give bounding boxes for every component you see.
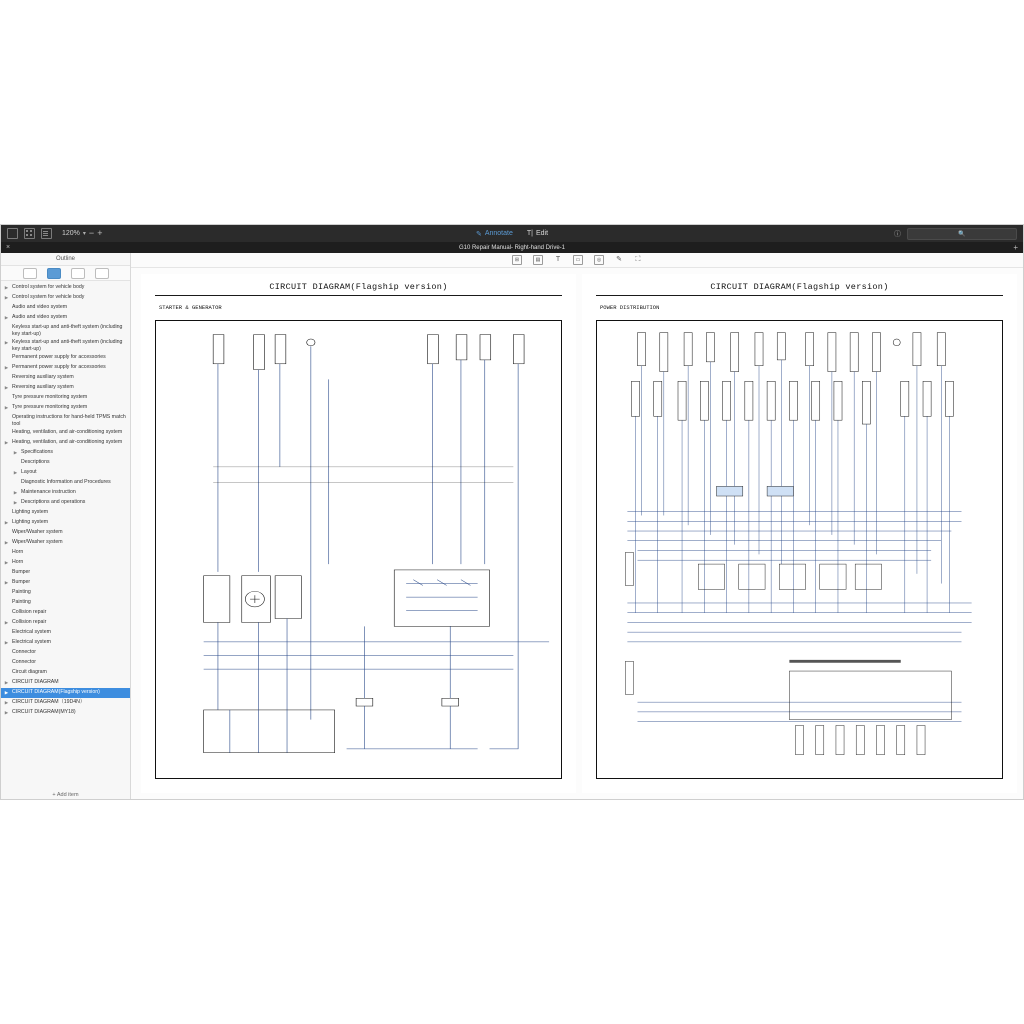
chevron-right-icon[interactable]: ▶ xyxy=(13,500,18,505)
chevron-right-icon[interactable]: ▶ xyxy=(4,365,9,370)
outline-item[interactable] xyxy=(1,458,130,468)
outline-tab[interactable] xyxy=(47,268,61,279)
outline-item[interactable] xyxy=(1,353,130,363)
thumbnails-tab[interactable] xyxy=(23,268,37,279)
chevron-right-icon[interactable]: ▶ xyxy=(4,620,9,625)
page-2[interactable] xyxy=(582,274,1017,793)
sidebar-icon[interactable] xyxy=(7,228,18,239)
toolbar-left-group xyxy=(1,228,102,239)
outline-item[interactable] xyxy=(1,608,130,618)
fullscreen-icon[interactable]: ⛶ xyxy=(635,256,641,263)
outline-item[interactable] xyxy=(1,528,130,538)
new-tab-button[interactable]: + xyxy=(1013,243,1018,252)
outline-item-label: Reversing auxiliary system xyxy=(12,384,74,390)
page-1-title-rule xyxy=(155,295,562,296)
chevron-right-icon[interactable]: ▶ xyxy=(4,385,9,390)
chevron-right-icon[interactable]: ▶ xyxy=(4,580,9,585)
outline-item-label: Keyless start-up and anti-theft system (including key start-up) xyxy=(12,339,123,352)
outline-item-label: Circuit diagram xyxy=(12,669,47,675)
zoom-in-button[interactable]: + xyxy=(97,228,103,238)
outline-item[interactable] xyxy=(1,688,130,698)
bookmarks-tab[interactable] xyxy=(71,268,85,279)
outline-item-label: Reversing auxiliary system xyxy=(12,374,74,380)
outline-item-label: CIRCUIT DIAGRAM(Flagship version) xyxy=(12,689,100,695)
outline-item-label: Wiper/Washer system xyxy=(12,529,63,535)
pen-icon[interactable]: ✎ xyxy=(616,256,622,263)
grid-view-icon[interactable] xyxy=(24,228,35,239)
chevron-right-icon[interactable]: ▶ xyxy=(4,340,9,345)
main-toolbar xyxy=(1,225,1023,242)
outline-list[interactable] xyxy=(1,281,130,789)
pencil-icon: ✎ xyxy=(475,230,482,238)
outline-item-label: Heating, ventilation, and air-conditioning system xyxy=(12,429,123,435)
chevron-right-icon[interactable]: ▶ xyxy=(4,710,9,715)
outline-item-label: Descriptions and operations xyxy=(21,499,86,505)
outline-item[interactable] xyxy=(1,383,130,393)
outline-item[interactable] xyxy=(1,498,130,508)
page-2-section-label: POWER DISTRIBUTION xyxy=(600,304,660,311)
outline-item-label: Lighting system xyxy=(12,519,49,525)
add-item-button[interactable]: + Add item xyxy=(52,792,79,798)
list-view-icon[interactable] xyxy=(41,228,52,239)
outline-item[interactable] xyxy=(1,468,130,478)
outline-item-label: Operating instructions for hand-held TPMS match tool xyxy=(12,414,126,427)
outline-item-label: Painting xyxy=(12,589,31,595)
document-viewer[interactable] xyxy=(131,253,1023,800)
text-edit-icon: T| xyxy=(526,230,533,237)
zoom-level-value: 120% xyxy=(62,230,80,237)
search-input[interactable] xyxy=(907,228,1017,240)
outline-item[interactable] xyxy=(1,303,130,313)
outline-item[interactable] xyxy=(1,438,130,448)
outline-item-label: Tyre pressure monitoring system xyxy=(12,394,88,400)
page-1-section-label: STARTER & GENERATOR xyxy=(159,304,222,311)
outline-item[interactable] xyxy=(1,478,130,488)
outline-item[interactable] xyxy=(1,678,130,688)
outline-item-label: Lighting system xyxy=(12,509,49,515)
outline-item-label: Audio and video system xyxy=(12,314,68,320)
outline-item-label: Control system for vehicle body xyxy=(12,284,85,290)
outline-item[interactable] xyxy=(1,413,130,428)
outline-item[interactable] xyxy=(1,618,130,628)
page-container xyxy=(131,268,1023,800)
outline-item[interactable] xyxy=(1,283,130,293)
chevron-right-icon[interactable]: ▶ xyxy=(4,440,9,445)
outline-item[interactable] xyxy=(1,293,130,303)
outline-item[interactable] xyxy=(1,428,130,438)
annotate-button[interactable] xyxy=(476,230,513,238)
page-1-title: CIRCUIT DIAGRAM(Flagship version) xyxy=(269,282,448,292)
outline-item[interactable] xyxy=(1,648,130,658)
sidebar xyxy=(1,253,131,800)
outline-item[interactable] xyxy=(1,403,130,413)
page-1-schematic xyxy=(156,321,561,778)
outline-item-label: Electrical system xyxy=(12,629,51,635)
outline-item-label: CIRCUIT DIAGRAM(MY18) xyxy=(12,709,76,715)
outline-item-label: Maintenance instruction xyxy=(21,489,76,495)
outline-item[interactable] xyxy=(1,448,130,458)
chevron-right-icon[interactable]: ▶ xyxy=(4,405,9,410)
document-title: G10 Repair Manual- Right-hand Drive-1 xyxy=(458,244,566,251)
outline-item[interactable] xyxy=(1,628,130,638)
page-2-title-rule xyxy=(596,295,1003,296)
outline-item[interactable] xyxy=(1,658,130,668)
chevron-right-icon[interactable]: ▶ xyxy=(13,450,18,455)
outline-item-label: Collision repair xyxy=(12,619,47,625)
edit-button[interactable] xyxy=(527,230,548,237)
annotate-label: Annotate xyxy=(484,230,513,237)
toolbar-right-group xyxy=(894,228,1023,240)
outline-item[interactable] xyxy=(1,488,130,498)
outline-item-label: Permanent power supply for accessories xyxy=(12,354,106,360)
chevron-right-icon[interactable]: ▶ xyxy=(13,490,18,495)
shape-tool-icon[interactable]: ▭ xyxy=(573,255,583,265)
chevron-right-icon[interactable]: ▶ xyxy=(4,520,9,525)
outline-item-label: Connector xyxy=(12,649,36,655)
chevron-right-icon[interactable]: ▶ xyxy=(4,295,9,300)
toolbar-center-group xyxy=(1,230,1023,238)
info-icon[interactable]: ⓘ xyxy=(894,230,901,238)
pdf-reader-window xyxy=(0,224,1024,800)
outline-item[interactable] xyxy=(1,323,130,338)
outline-item-label: Diagnostic Information and Procedures xyxy=(21,479,111,485)
outline-item-label: Control system for vehicle body xyxy=(12,294,85,300)
outline-item-label: Specifications xyxy=(21,449,54,455)
outline-item[interactable] xyxy=(1,373,130,383)
outline-item[interactable] xyxy=(1,338,130,353)
highlight-icon[interactable]: ▤ xyxy=(533,255,543,265)
edit-label: Edit xyxy=(535,230,549,237)
outline-item[interactable] xyxy=(1,598,130,608)
outline-item-label: Tyre pressure monitoring system xyxy=(12,404,88,410)
outline-item-label: Layout xyxy=(21,469,37,475)
outline-item[interactable] xyxy=(1,518,130,528)
chevron-right-icon[interactable]: ▶ xyxy=(13,470,18,475)
outline-item[interactable] xyxy=(1,393,130,403)
outline-item[interactable] xyxy=(1,668,130,678)
page-2-title: CIRCUIT DIAGRAM(Flagship version) xyxy=(710,282,889,292)
chevron-right-icon[interactable]: ▶ xyxy=(4,285,9,290)
page-2-schematic xyxy=(597,321,1002,778)
outline-item-label: Connector xyxy=(12,659,36,665)
outline-item-label: Keyless start-up and anti-theft system (including key start-up) xyxy=(12,324,123,337)
outline-item-label: Collision repair xyxy=(12,609,47,615)
outline-item[interactable] xyxy=(1,508,130,518)
outline-item[interactable] xyxy=(1,708,130,718)
zoom-out-button[interactable]: − xyxy=(88,228,95,238)
document-tab-bar xyxy=(1,242,1023,253)
sidebar-tabs xyxy=(1,266,130,281)
outline-item-label: Horn xyxy=(12,549,24,555)
page-fit-icon[interactable]: ⊞ xyxy=(512,255,522,265)
stamp-icon[interactable]: ◎ xyxy=(594,255,604,265)
chevron-right-icon[interactable]: ▶ xyxy=(4,690,9,695)
close-icon[interactable]: × xyxy=(6,244,11,251)
sidebar-header: Outline xyxy=(1,253,130,266)
outline-item[interactable] xyxy=(1,578,130,588)
search-icon: 🔍 xyxy=(958,231,966,237)
outline-item-label: Permanent power supply for accessories xyxy=(12,364,106,370)
text-tool-icon[interactable]: T xyxy=(555,256,561,263)
outline-item-label: Audio and video system xyxy=(12,304,68,310)
chevron-right-icon[interactable]: ▶ xyxy=(4,560,9,565)
outline-item-label: Horn xyxy=(12,559,24,565)
outline-item[interactable] xyxy=(1,548,130,558)
chevron-down-icon[interactable]: ▾ xyxy=(82,231,86,237)
window-body xyxy=(1,253,1023,800)
outline-item-label: Bumper xyxy=(12,569,31,575)
outline-item[interactable] xyxy=(1,588,130,598)
outline-item[interactable] xyxy=(1,538,130,548)
outline-item-label: Descriptions xyxy=(21,459,50,465)
outline-item-label: Bumper xyxy=(12,579,31,585)
outline-item[interactable] xyxy=(1,558,130,568)
outline-item[interactable] xyxy=(1,313,130,323)
annotations-tab[interactable] xyxy=(95,268,109,279)
outline-item[interactable] xyxy=(1,363,130,373)
outline-item-label: CIRCUIT DIAGRAM xyxy=(12,679,59,685)
page-1-diagram-frame xyxy=(155,320,562,779)
chevron-right-icon[interactable]: ▶ xyxy=(4,540,9,545)
outline-item-label: Wiper/Washer system xyxy=(12,539,63,545)
chevron-right-icon[interactable]: ▶ xyxy=(4,640,9,645)
outline-item-label: Electrical system xyxy=(12,639,51,645)
outline-item[interactable] xyxy=(1,698,130,708)
outline-item-label: CIRCUIT DIAGRAM（19D4N） xyxy=(12,699,86,705)
document-toolbar xyxy=(131,253,1023,268)
page-2-diagram-frame xyxy=(596,320,1003,779)
outline-item-label: Painting xyxy=(12,599,31,605)
chevron-right-icon[interactable]: ▶ xyxy=(4,700,9,705)
chevron-right-icon[interactable]: ▶ xyxy=(4,315,9,320)
page-1[interactable] xyxy=(141,274,576,793)
chevron-right-icon[interactable]: ▶ xyxy=(4,680,9,685)
outline-item[interactable] xyxy=(1,638,130,648)
outline-item[interactable] xyxy=(1,568,130,578)
outline-item-label: Heating, ventilation, and air-conditioning system xyxy=(12,439,123,445)
zoom-control[interactable] xyxy=(62,229,102,238)
